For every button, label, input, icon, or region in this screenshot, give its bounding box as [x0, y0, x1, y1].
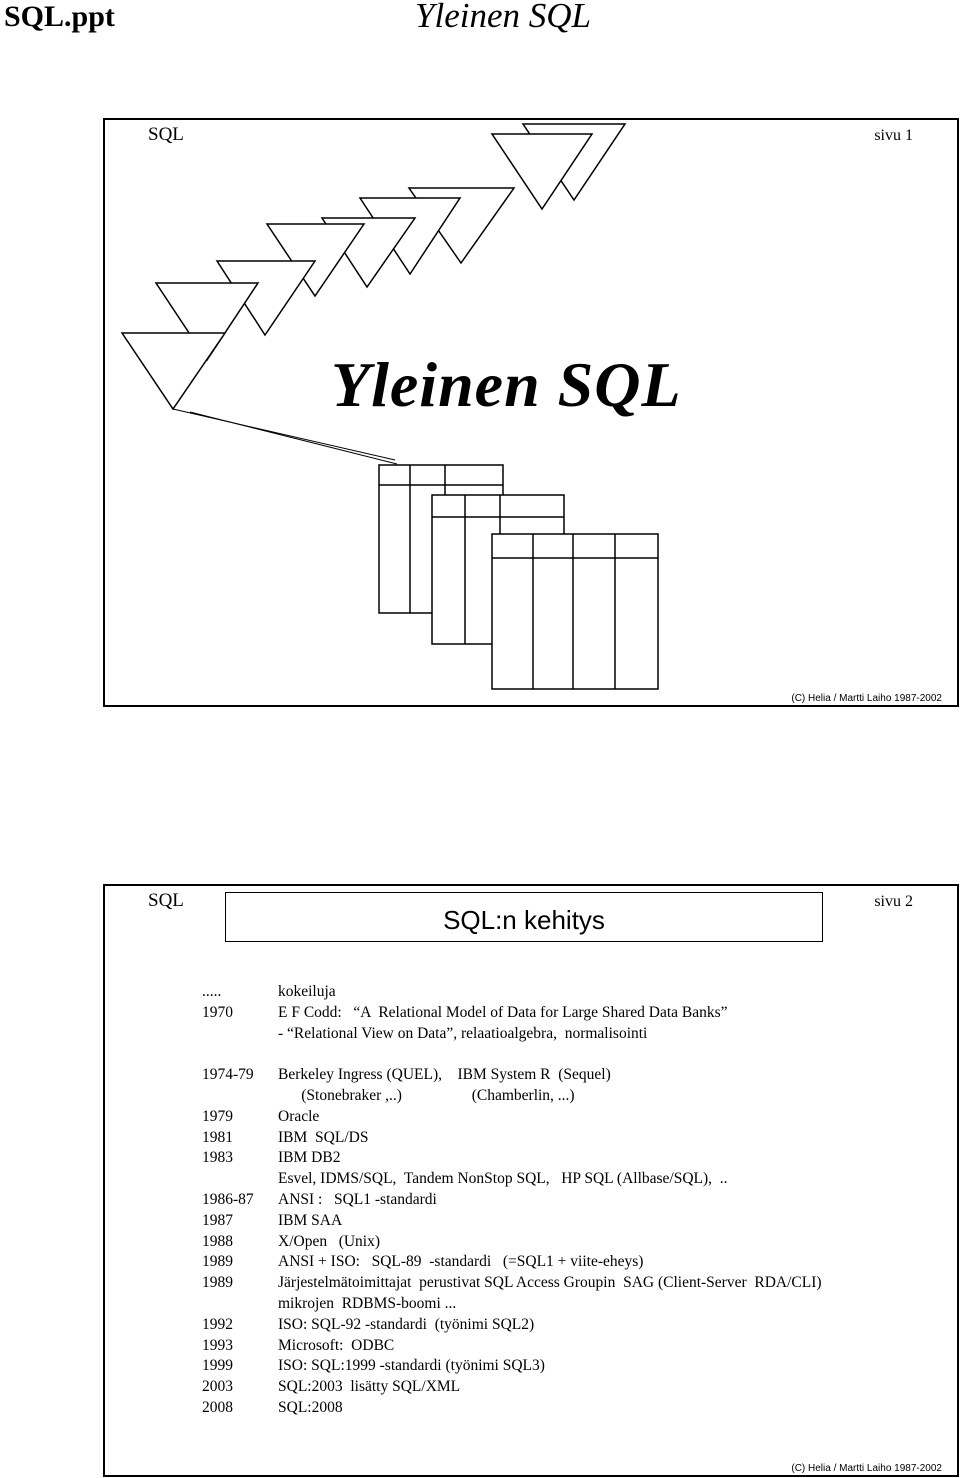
history-text: SQL:2003 lisätty SQL/XML — [278, 1378, 461, 1396]
history-year: 1970 — [202, 1003, 233, 1021]
history-text: kokeiluja — [278, 983, 336, 1000]
history-year: 1992 — [202, 1315, 233, 1333]
slide-2-page-number: sivu 2 — [874, 893, 913, 910]
history-text: ANSI + ISO: SQL-89 -standardi (=SQL1 + viite-eheys) — [278, 1253, 644, 1271]
history-year: 1981 — [202, 1128, 233, 1146]
history-text: Oracle — [278, 1107, 320, 1125]
history-year: 1974-79 — [202, 1066, 254, 1084]
history-year: ..... — [202, 983, 222, 1000]
history-year — [202, 1169, 278, 1190]
history-year — [202, 1024, 278, 1045]
history-row — [202, 1398, 822, 1419]
history-year: 1983 — [202, 1149, 233, 1167]
history-row — [202, 1273, 822, 1294]
history-row — [202, 1148, 822, 1169]
history-row — [202, 1003, 822, 1024]
history-row — [202, 1024, 822, 1045]
history-text: mikrojen RDBMS-boomi ... — [278, 1294, 457, 1312]
history-text: IBM SAA — [278, 1211, 343, 1229]
history-text: IBM DB2 — [278, 1149, 341, 1167]
history-year — [202, 1294, 278, 1315]
history-row — [202, 1169, 822, 1190]
history-row — [202, 1211, 822, 1232]
history-text: IBM SQL/DS — [278, 1128, 369, 1146]
history-year: 1988 — [202, 1232, 233, 1250]
history-year: 1987 — [202, 1211, 233, 1229]
slide-2-corner-label: SQL — [148, 890, 184, 911]
history-year: 1999 — [202, 1357, 233, 1375]
history-year — [202, 1086, 278, 1107]
history-text: Berkeley Ingress (QUEL), IBM System R (Sequel) — [278, 1066, 611, 1084]
slide-1-footer: (C) Helia / Martti Laiho 1987-2002 — [791, 693, 942, 704]
history-text: ISO: SQL:1999 -standardi (työnimi SQL3) — [278, 1357, 545, 1375]
sql-history-list — [202, 982, 822, 1419]
history-spacer — [202, 1044, 822, 1065]
history-row — [202, 1086, 822, 1107]
history-row — [202, 1315, 822, 1336]
document-title: Yleinen SQL — [415, 0, 591, 35]
slide-2-title-box — [225, 892, 823, 942]
slide-2-title: SQL:n kehitys — [443, 905, 605, 935]
slide-1-title: Yleinen SQL — [331, 349, 682, 420]
history-year: 1989 — [202, 1274, 233, 1292]
history-year: 2003 — [202, 1378, 233, 1396]
history-row — [202, 1356, 822, 1377]
history-year: 1979 — [202, 1107, 233, 1125]
history-row — [202, 1294, 822, 1315]
history-text: Järjestelmätoimittajat perustivat SQL Access Groupin SAG (Client-Server RDA/CLI) — [278, 1274, 822, 1292]
history-year: 2008 — [202, 1398, 233, 1416]
slide-2-footer: (C) Helia / Martti Laiho 1987-2002 — [791, 1463, 942, 1474]
document-filename: SQL.ppt — [4, 0, 115, 33]
slide-1-page-number: sivu 1 — [874, 127, 913, 144]
history-year: 1989 — [202, 1253, 233, 1271]
history-text: E F Codd: “A Relational Model of Data for Large Shared Data Banks” — [278, 1003, 728, 1021]
history-row — [202, 1252, 822, 1273]
history-year: 1986-87 — [202, 1190, 254, 1208]
slide-1-corner-label: SQL — [148, 124, 184, 145]
history-row — [202, 1336, 822, 1357]
history-text: - “Relational View on Data”, relaatioalgebra, normalisointi — [278, 1024, 648, 1042]
history-text: X/Open (Unix) — [278, 1232, 381, 1250]
slide-1 — [103, 118, 959, 707]
history-text: ISO: SQL-92 -standardi (työnimi SQL2) — [278, 1315, 535, 1333]
history-text: (Stonebraker ,..) (Chamberlin, ...) — [278, 1086, 575, 1104]
history-row — [202, 1065, 822, 1086]
history-row — [202, 1107, 822, 1128]
history-text: ANSI : SQL1 -standardi — [278, 1190, 437, 1208]
history-row — [202, 1190, 822, 1211]
history-row — [202, 1128, 822, 1149]
history-row — [202, 1377, 822, 1398]
history-row — [202, 1232, 822, 1253]
slide-2 — [103, 884, 959, 1477]
history-text: Microsoft: ODBC — [278, 1336, 395, 1354]
history-row — [202, 982, 822, 1003]
history-text: SQL:2008 — [278, 1398, 343, 1416]
history-year: 1993 — [202, 1336, 233, 1354]
history-text: Esvel, IDMS/SQL, Tandem NonStop SQL, HP SQL (Allbase/SQL), .. — [278, 1170, 728, 1188]
